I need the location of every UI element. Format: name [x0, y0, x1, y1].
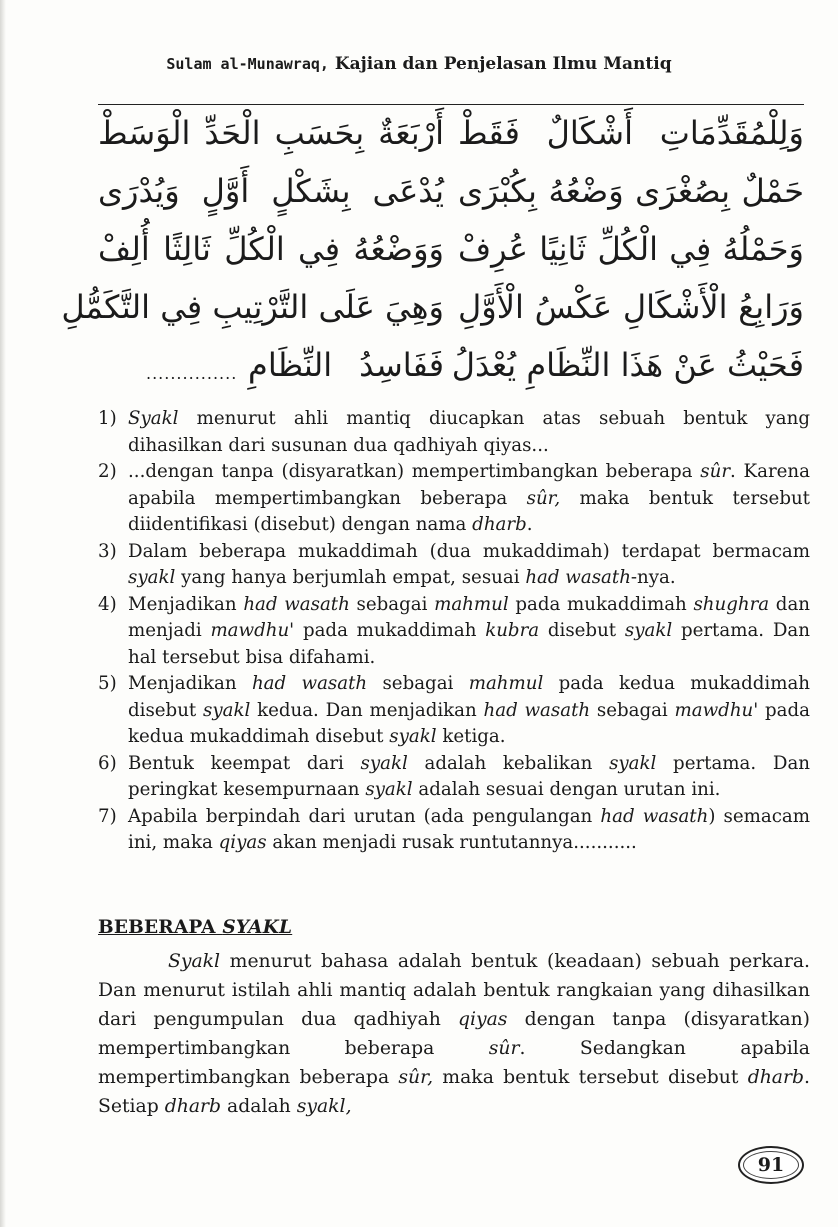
text-run: Bentuk keempat dari: [128, 752, 361, 774]
text-run: maka bentuk tersebut diidentifikasi (disebut) dengan nama: [128, 487, 810, 535]
note-item: [98, 592, 810, 672]
italic-term: mawdhu': [210, 620, 295, 641]
italic-term: syakl: [203, 699, 251, 721]
italic-term: dharb: [747, 1067, 805, 1088]
italic-term: sûr,: [526, 487, 561, 509]
verse-row: [98, 108, 804, 166]
verse-hemistich-left: فَفَاسِدُ النِّظَامِ: [248, 346, 444, 384]
note-item: [98, 751, 810, 804]
italic-term: sûr: [488, 1038, 520, 1059]
italic-term: shughra: [693, 593, 770, 615]
text-run: Menjadikan: [128, 673, 252, 694]
note-item: [98, 459, 810, 539]
note-item: [98, 539, 810, 592]
text-run: Dalam beberapa mukaddimah (dua mukaddimah) terdapat bermacam: [128, 540, 810, 562]
note-number: 6): [98, 752, 117, 774]
text-run: ...dengan tanpa (disyaratkan) mempertimbangkan beberapa: [128, 461, 701, 482]
text-run: pada mukaddimah: [294, 620, 486, 641]
text-run: . Setiap: [98, 1067, 810, 1117]
text-run: kedua. Dan menjadikan: [250, 699, 484, 721]
text-run: sebagai: [590, 699, 675, 721]
text-run: dengan tanpa (disyaratkan) mempertimbangkan beberapa: [98, 1009, 810, 1059]
verse-hemistich-right: وَرَابِعُ الْأَشْكَالِ عَكْسُ الْأَوَّلِ: [458, 288, 804, 326]
verse-hemistich-right: وَلِلْمُقَدِّمَاتِ أَشْكَالٌ فَقَطْ: [458, 114, 804, 152]
running-header: [0, 54, 838, 74]
header-rule: [98, 104, 804, 105]
text-run: pada kedua mukaddimah disebut: [128, 699, 810, 747]
text-run: maka bentuk tersebut disebut: [433, 1067, 748, 1088]
italic-term: had wasath: [483, 699, 591, 721]
text-run: sebagai: [367, 673, 469, 694]
verse-row: [98, 340, 804, 398]
text-run: disebut: [539, 620, 625, 641]
verse-row: [98, 166, 804, 224]
text-run: menurut bahasa adalah bentuk (keadaan) sebuah perkara. Dan menurut istilah ahli mantiq adalah bentuk rangkaian yang dihasilkan dari pengumpulan dua qadhiyah: [98, 951, 810, 1030]
italic-term: syakl,: [296, 1096, 352, 1117]
italic-term: qiyas: [457, 1009, 508, 1030]
text-run: pertama. Dan peringkat kesempurnaan: [128, 752, 811, 800]
italic-term: syakl: [365, 779, 413, 800]
text-run: akan menjadi rusak runtutannya...........: [266, 832, 637, 853]
note-item: [98, 804, 810, 857]
text-run: . Sedangkan apabila mempertimbangkan beberapa: [98, 1038, 810, 1088]
note-number: 1): [98, 408, 117, 429]
text-run: pada mukaddimah: [508, 593, 694, 615]
verse-row: [61, 282, 804, 340]
note-number: 7): [98, 805, 117, 827]
italic-term: dharb: [164, 1096, 222, 1117]
text-run: adalah kebalikan: [407, 752, 610, 774]
italic-term: mahmul: [468, 673, 544, 694]
text-run: ketiga.: [436, 726, 506, 747]
note-item: [98, 406, 810, 459]
section-heading-italic: SYAKL: [222, 917, 293, 938]
text-run: pada kedua mukaddimah disebut: [128, 673, 811, 721]
italic-term: kubra: [485, 620, 540, 641]
header-title-rest: Kajian dan Penjelasan Ilmu Mantiq: [328, 54, 672, 74]
page-number-badge: [738, 1146, 804, 1184]
verse-hemistich-right: حَمْلٌ بِصُغْرَى وَضْعُهُ بِكُبْرَى: [458, 172, 804, 210]
text-run: .: [526, 514, 533, 535]
note-number: 3): [98, 540, 117, 562]
italic-term: syakl: [624, 620, 673, 641]
text-run: sebagai: [349, 593, 435, 615]
italic-term: had wasath: [525, 567, 631, 588]
italic-term: syakl: [360, 752, 408, 774]
verse-row: [98, 224, 804, 282]
note-number: 4): [98, 593, 117, 615]
section-heading: [98, 917, 292, 938]
italic-term: Syakl: [168, 951, 221, 972]
text-run: adalah: [221, 1096, 297, 1117]
header-title-mono: Sulam al-Munawraq,: [166, 55, 329, 73]
italic-term: sûr,: [398, 1067, 434, 1088]
italic-term: had wasath: [243, 593, 350, 615]
page-number: 91: [757, 1154, 785, 1176]
section-heading-plain: BEBERAPA: [98, 917, 223, 938]
arabic-verses: [61, 108, 804, 398]
italic-term: syakl: [609, 752, 657, 774]
italic-term: syakl: [128, 567, 176, 588]
text-run: dan menjadi: [128, 593, 810, 641]
italic-term: sûr: [700, 461, 731, 482]
text-run: adalah sesuai dengan urutan ini.: [412, 779, 721, 800]
italic-term: qiyas: [218, 832, 267, 853]
verse-hemistich-left: يُدْعَى بِشَكْلٍ أَوَّلٍ وَيُدْرَى: [98, 172, 444, 210]
italic-term: syakl: [389, 726, 437, 747]
verse-hemistich-left: وَوَضْعُهُ فِي الْكُلِّ ثَالِثًا أُلِفْ: [98, 230, 444, 268]
note-number: 5): [98, 673, 117, 694]
note-item: [98, 671, 810, 751]
italic-term: dharb: [472, 514, 527, 535]
italic-term: Syakl: [128, 408, 179, 429]
body-paragraph: [98, 947, 810, 1121]
italic-term: had wasath: [251, 673, 368, 694]
verse-hemistich-right: فَحَيْثُ عَنْ هَذَا النِّظَامِ يُعْدَلُ: [451, 346, 804, 384]
verse-hemistich-left: وَهِيَ عَلَى التَّرْتِيبِ فِي التَّكَمُّلِ: [61, 288, 444, 326]
note-number: 2): [98, 461, 117, 482]
verse-ellipsis: ...............: [146, 364, 238, 383]
text-run: menurut ahli mantiq diucapkan atas sebuah bentuk yang dihasilkan dari susunan dua qadhiyah qiyas...: [128, 408, 810, 456]
notes-list: [98, 406, 810, 857]
text-run: Menjadikan: [128, 593, 244, 615]
italic-term: mahmul: [434, 593, 509, 615]
verse-hemistich-right: وَحَمْلُهُ فِي الْكُلِّ ثَانِيًا عُرِفْ: [458, 230, 804, 268]
text-run: pertama. Dan hal tersebut bisa difahami.: [128, 620, 810, 668]
text-run: -nya.: [630, 567, 676, 588]
page-edge: [0, 0, 6, 1227]
text-run: ) semacam ini, maka: [128, 805, 811, 853]
text-run: yang hanya berjumlah empat, sesuai: [175, 567, 526, 588]
text-run: . Karena apabila mempertimbangkan beberapa: [128, 461, 810, 509]
italic-term: mawdhu': [674, 699, 759, 721]
text-run: Apabila berpindah dari urutan (ada pengulangan: [128, 805, 601, 827]
italic-term: had wasath: [600, 805, 709, 827]
verse-hemistich-left: أَرْبَعَةٌ بِحَسَبِ الْحَدِّ الْوَسَطْ: [98, 114, 444, 152]
